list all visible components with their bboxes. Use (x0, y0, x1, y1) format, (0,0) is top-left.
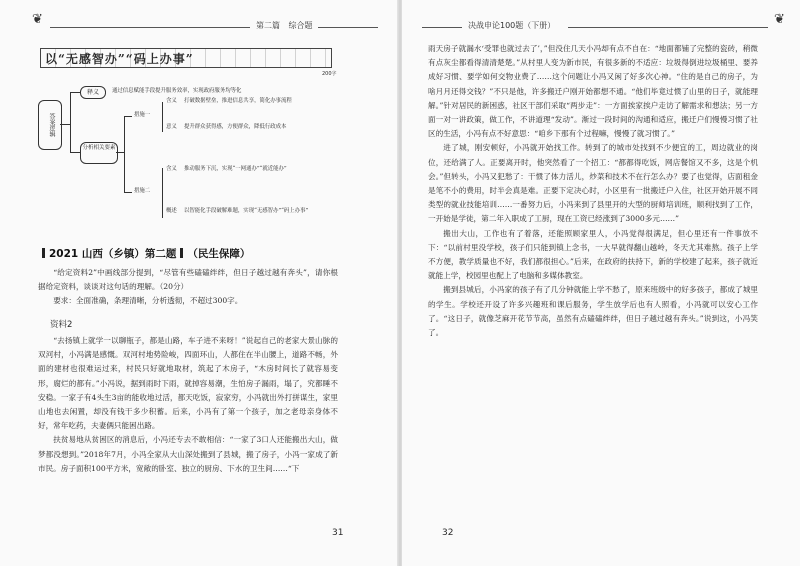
question-prompt: “给定资料2”中画线部分提到，“尽管有些磕磕绊绊，但日子越过越有奔头”，请你根据给定资料，谈谈对这句话的理解。（20分） 要求：全面准确，条理清晰，分析透彻，不超过300字。 (38, 266, 338, 309)
paragraph: 雨天房子就漏水‘受罪也就过去了’，”但没住几天小冯却有点不自在：“地面都铺了完整的瓷砖，稍微有点灰尘都看得清清楚楚。”从村里人变为新市民，有很多新的不适应：垃圾得倒进垃圾桶里、要养成好习惯、要学如何交物业费了……这个问题让小冯又闲了好多次心神。“住的是自己的房子，为啥月月还得交钱？”不只是他，许多搬迁户刚开始都想不通。“他们毕竟过惯了山里的日子，就能理解。”针对居民的新困惑，社区干部们采取“两步走”：一方面挨家挨户走访了解需求和想法；另一方面一对一讲政策，做工作，不讲道理“发动”。渐过一段时间的沟通和适应，搬迁户们慢慢习惯了社区的生活，小冯有点不好意思：“咱乡下那有个过程嘛，慢慢了就习惯了。” (428, 44, 758, 139)
paragraph: 进了城，刚安顿好，小冯就开始找工作。转到了的城市处找到不少便宜的工，周边就业的岗位，还给满了人。正要离开时，他突然看了一个招工：“都都得吃饭，网店餐馆又不多，这是个机会。”但转头，小冯又犯愁了：干惯了体力活儿，炒菜和技术不在行怎么办？要了也觉得，店面租金是笔不小的费用，时半会真是难。正要下定决心时，小区里有一批搬迁户入住，社区开始开展不同类型的就业技能培训……一番努力后，小冯来到了县里开的大型的厨师培训班，顺利找到了工作，一开始是学徒，第二年入职成了工厨，现在工资已经涨到了3000多元……” (428, 143, 758, 224)
mindmap-connector (162, 168, 163, 218)
essay-title: 以“无感智办”“码上办事” (40, 48, 332, 68)
mindmap-connector (70, 92, 71, 152)
header-rule (50, 27, 250, 28)
mindmap-text: 推动服务下沉，实现“一网通办”“就近能办” (184, 166, 287, 172)
mindmap-connector (70, 92, 80, 93)
question-requirements: 要求：全面准确，条理清晰，分析透彻，不超过300字。 (53, 296, 243, 306)
page-header (256, 20, 313, 34)
word-count: 200字 (322, 71, 337, 77)
mindmap-node-analysis: 分析相关要素 (80, 142, 118, 164)
sprout-icon: ❦ (774, 12, 785, 27)
mindmap-text: 打破数据壁垒，推进信息共享，简化办事流程 (184, 98, 292, 104)
mindmap (38, 80, 338, 230)
question-heading: 2021 山西（乡镇）第二题 （民生保障） (38, 246, 250, 261)
mindmap-connector (124, 192, 132, 193)
paragraph: 搬出大山，工作也有了着落，还能照顾家里人，小冯觉得很满足，但心里还有一件事放不下：“以前村里没学校，孩子们只能到镇上念书，一大早就得翻山越岭，冬天尤其难熬。孩子上学不方便，教学质量也不好，我们都很担心。”后来，在政府的扶持下，新的学校建了起来，孩子就近就能上学，校园里也配上了电脑和多媒体教室。 (428, 228, 758, 281)
mindmap-root: 答案逻辑 (38, 100, 62, 150)
mindmap-node-explain: 释义 (80, 86, 106, 99)
mindmap-label: 意义 (166, 124, 177, 130)
mindmap-label: 含义 (166, 166, 177, 172)
mindmap-label: 概述 (166, 208, 177, 214)
material-text-right (428, 42, 758, 524)
paragraph: “去扬镇上就学一以聊瓶子，都是山路，车子进不来呀！”说起自己的老家大景山脉的双河村，小冯满是感慨。双河村地势险峻，四面环山，人都住在半山腰上，道路不畅，外面的建材也很难运过来，村民只好就地取材，筑起了木房子，“木房时间长了就容易变形，腐烂的都有。”小冯说，据到雨时下雨，就掉容易潮，生怕房子漏雨，塌了，究都睡不安稳。一家子有4头生3亩的能收地过活，都天吃饭，寂家穷，小冯就出外打拼谋生，家里山地也去闲置，却没有钱干多少积蓄。后来，小冯有了第一个孩子，加之老母亲身体不好，常年吃药，夫妻俩只能困出路。 (38, 336, 338, 431)
page-number-right: 32 (442, 528, 454, 538)
mindmap-connector (162, 102, 163, 132)
mindmap-connector (124, 116, 132, 117)
material-text-left (38, 334, 338, 524)
mindmap-connector (70, 152, 80, 153)
mindmap-text: 提升群众获得感，方便群众，降低行政成本 (184, 124, 287, 130)
left-page (0, 0, 398, 566)
right-page (402, 0, 800, 566)
paragraph: 搬到县城后，小冯家的孩子有了几分钟就能上学不愁了，原来班级中的好多孩子，都成了城里的学生。学校还开设了许多兴趣班和课后服务，学生放学后也有人照看，小冯就可以安心工作了。“这日子，就像芝麻开花节节高，虽然有点磕磕绊绊，但日子越过越有奔头。”说到这，小冯笑了。 (428, 285, 758, 338)
mindmap-node-measure2: 措施二 (134, 188, 151, 194)
material-label: 资料2 (50, 320, 73, 330)
mindmap-connector (116, 152, 124, 153)
page-number-left: 31 (332, 528, 344, 538)
paragraph: 扶贫易地从贫困区的消息后，小冯还专去不敢相信：“一家了3口人还能搬出大山，做梦都没想到。”2018年7月，小冯全家从大山深处搬到了县城，搬了房子，小冯一家成了新市民。房子面积100平方米，宽敞的卧室、独立的厨房、下水的卫生间……“下 (38, 435, 338, 473)
chapter-label: 第二篇 (256, 21, 280, 30)
sprout-icon: ❦ (32, 12, 43, 27)
book-title-header: 决战申论100题（下册） (468, 21, 556, 30)
header-rule (318, 27, 378, 28)
mindmap-connector (60, 124, 70, 125)
mindmap-text: 通过信息赋能手段提升服务效率，实现政府服务均等化 (112, 88, 242, 94)
mindmap-label: 含义 (166, 98, 177, 104)
mindmap-node-measure1: 措施一 (134, 112, 151, 118)
mindmap-connector (124, 116, 125, 192)
header-rule (568, 27, 768, 28)
mindmap-text: 以智能化手段破解难题，实现“无感智办”“码上办事” (184, 208, 309, 214)
header-rule (422, 27, 462, 28)
category-label: 综合题 (288, 21, 313, 30)
